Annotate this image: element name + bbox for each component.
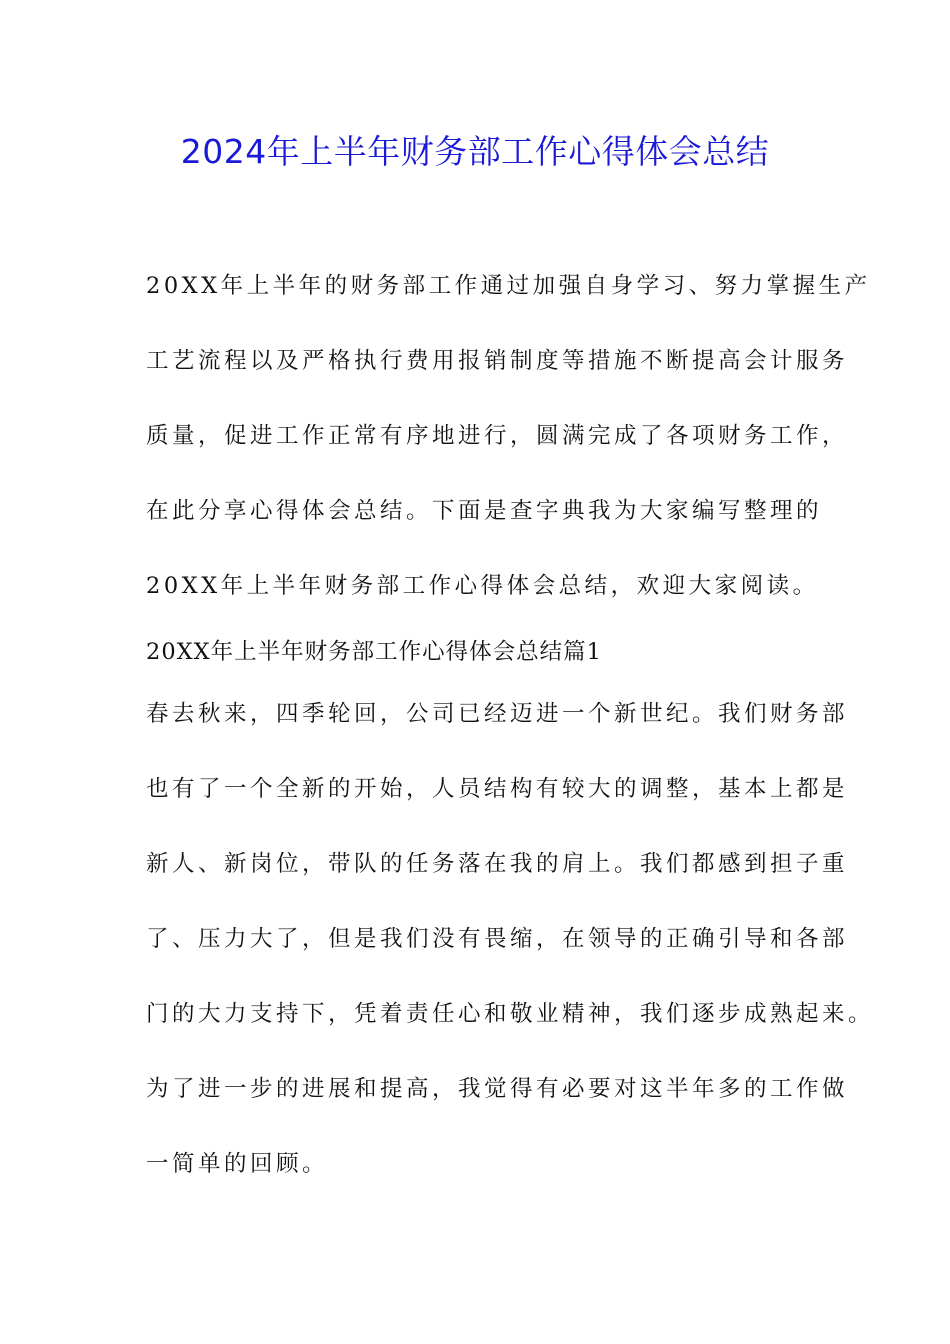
intro-line-1: 20XX年上半年的财务部工作通过加强自身学习、努力掌握生产 [146, 273, 871, 299]
section-heading: 20XX年上半年财务部工作心得体会总结篇1 [146, 639, 602, 665]
intro-line-5: 20XX年上半年财务部工作心得体会总结，欢迎大家阅读。 [146, 573, 819, 599]
intro-line-2: 工艺流程以及严格执行费用报销制度等措施不断提高会计服务 [146, 348, 849, 374]
section-line-1: 春去秋来，四季轮回，公司已经迈进一个新世纪。我们财务部 [146, 701, 849, 727]
section-line-4: 了、压力大了，但是我们没有畏缩，在领导的正确引导和各部 [146, 926, 849, 952]
intro-line-3: 质量，促进工作正常有序地进行，圆满完成了各项财务工作， [146, 423, 849, 449]
document-body [146, 262, 875, 1215]
intro-line-4: 在此分享心得体会总结。下面是查字典我为大家编写整理的 [146, 498, 823, 524]
section-line-7: 一简单的回顾。 [146, 1151, 329, 1177]
section-line-3: 新人、新岗位，带队的任务落在我的肩上。我们都感到担子重 [146, 851, 849, 877]
section-line-2: 也有了一个全新的开始，人员结构有较大的调整，基本上都是 [146, 776, 849, 802]
section-line-5: 门的大力支持下，凭着责任心和敬业精神，我们逐步成熟起来。 [146, 1001, 875, 1027]
document-title: 2024年上半年财务部工作心得体会总结 [180, 132, 770, 171]
section-line-6: 为了进一步的进展和提高，我觉得有必要对这半年多的工作做 [146, 1076, 849, 1102]
